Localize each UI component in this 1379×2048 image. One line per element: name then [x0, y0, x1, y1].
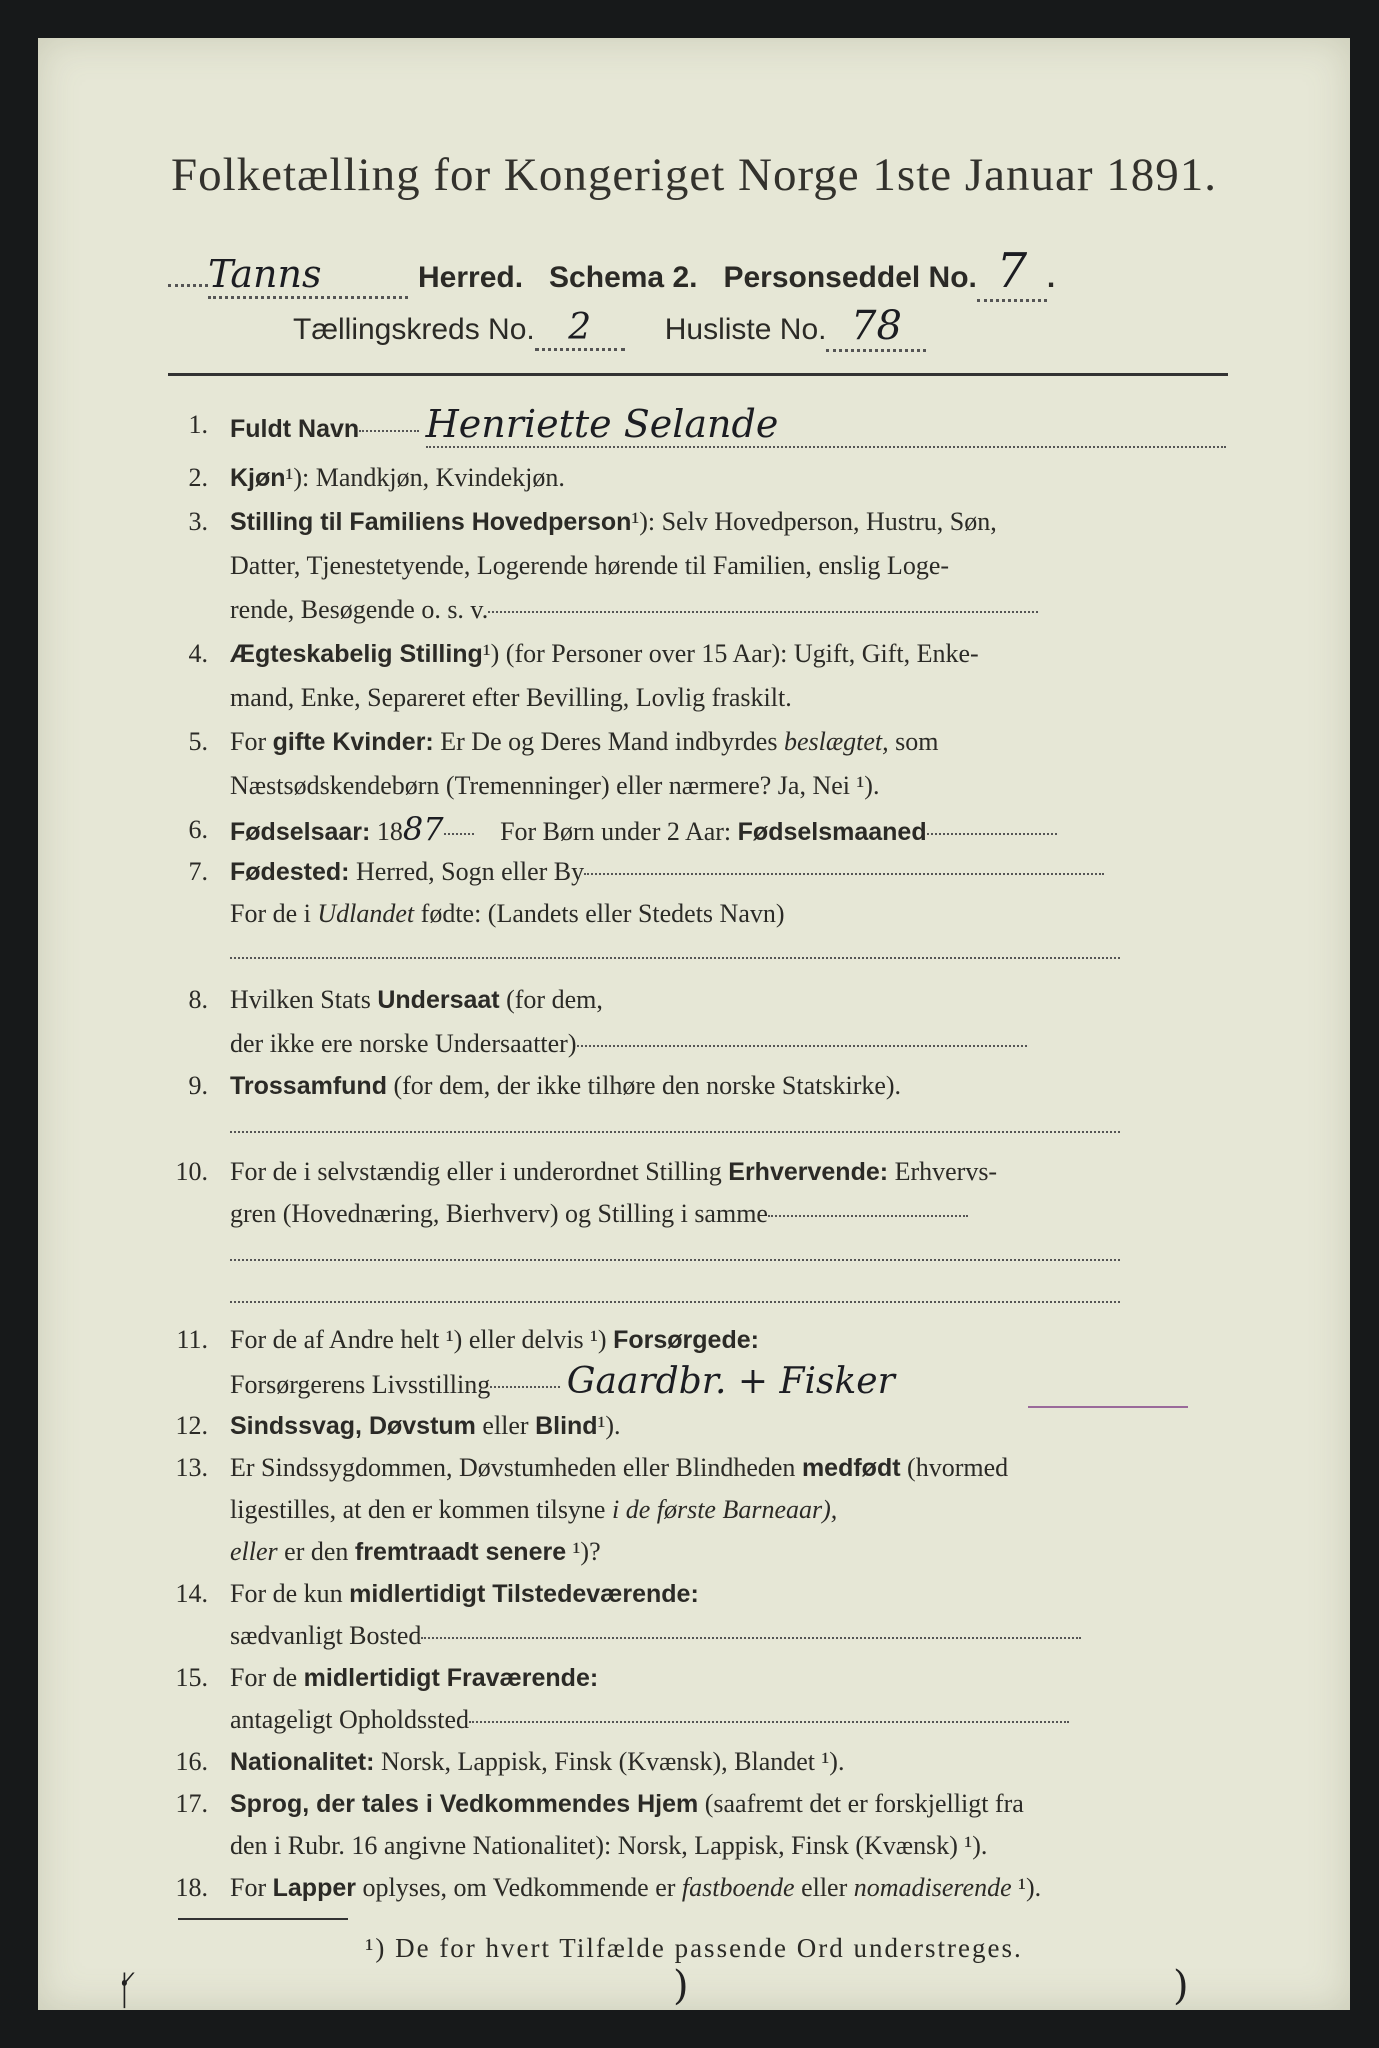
- kreds-line: [293, 303, 926, 352]
- herred-line: Tanns Herred. Schema 2. Personseddel No. 7 .: [168, 243, 1055, 302]
- personseddel-label: Personseddel No.: [723, 261, 977, 294]
- footnote-rule: [178, 1918, 348, 1920]
- full-name-value: Henriette Selande: [426, 403, 1226, 448]
- kreds-label: Tællingskreds No.: [293, 313, 535, 346]
- footnote: ¹) De for hvert Tilfælde passende Ord understreges.: [365, 1933, 1023, 1963]
- personseddel-value: 7: [977, 243, 1047, 302]
- husliste-value: 78: [826, 303, 926, 352]
- header-rule: [168, 373, 1228, 376]
- form-title: Folketælling for Kongeriget Norge 1ste Januar 1891.: [170, 149, 1218, 201]
- schema-label: Schema 2.: [549, 261, 698, 294]
- husliste-label: Husliste No.: [664, 313, 827, 346]
- birth-year-value: 87: [402, 810, 444, 848]
- pen-mark-right: ): [1173, 1963, 1189, 2009]
- kreds-value: 2: [535, 307, 625, 351]
- pen-mark-left: ᚶ: [116, 1968, 140, 2014]
- herred-value: Tanns: [208, 252, 408, 299]
- herred-label: Herred.: [418, 261, 524, 294]
- pen-mark-center: ): [673, 1963, 689, 2009]
- census-form-sheet: Folketælling for Kongeriget Norge 1ste Januar 1891. Tanns Herred. Schema 2. Personseddel No. 7 . Tællingskreds No. 2 Husliste No. 78 1. Fuldt Navn Henriette Selande 2. Kjøn¹): Mandkjøn, Kvindekjøn. 3. Stilling til Familiens Hovedperson¹): Selv Hovedperson, Hustru, Søn, Datter, Tjenestetyende, Logerende hørende til Familien, enslig Loge- rende, Besøgende o. s. v. 4. Ægteskabelig Stilling¹) (for Personer over 15 Aar): Ugift, Gift, Enke- mand, Enke, Separeret efter Bevilling, Lovlig fraskilt. 5. For gifte Kvinder: Er De og Deres Mand indbyrdes beslægtet, som Næstsødskendebørn (Tremenninger) eller nærmere? Ja, Nei ¹). 6. Fødselsaar: 1887 For Børn under 2 Aar: Fødselsmaaned 7. Fødested: Herred, Sogn eller By For de i Udlandet fødte: (Landets eller Stedets Navn) 8. Hvilken Stats Undersaat (for dem, der ikke ere norske Undersaatter) 9. Trossamfund (for dem, der ikke tilhøre den norske Statskirke). 10. For de i selvstændig eller i underordnet Stilling Erhvervende: Erhvervs- gren (Hovednæring, Bierhverv) og Stilling i samme 11. For de af Andre helt ¹) eller delvis ¹) Forsørgede: Forsørgerens Livsstilling Gaardbr. + Fisker 12. Sindssvag, Døvstum eller Blind¹). 13. Er Sindssygdommen, Døvstumheden eller Blindheden medfødt (hvormed ligestilles, at den er kommen tilsyne i de første Barneaar), eller er den fremtraadt senere ¹)? 14. For de kun midlertidigt Tilstedeværende: sædvanligt Bosted 15. For de midlertidigt Fraværende: antageligt Opholdssted 16. Nationalitet: Norsk, Lappisk, Finsk (Kvænsk), Blandet ¹). 17. Sprog, der tales i Vedkommendes Hjem (saafremt det er forskjelligt fra den i Rubr. 16 angivne Nationalitet): Norsk, Lappisk, Finsk (Kvænsk) ¹). 18. For Lapper oplyses, om Vedkommende er fastboende eller nomadiserende ¹). ¹) De for hvert Tilfælde passende Ord understreges. ᚶ ) ): [38, 38, 1350, 2010]
- provider-occupation-value: Gaardbr. + Fisker: [566, 1361, 895, 1402]
